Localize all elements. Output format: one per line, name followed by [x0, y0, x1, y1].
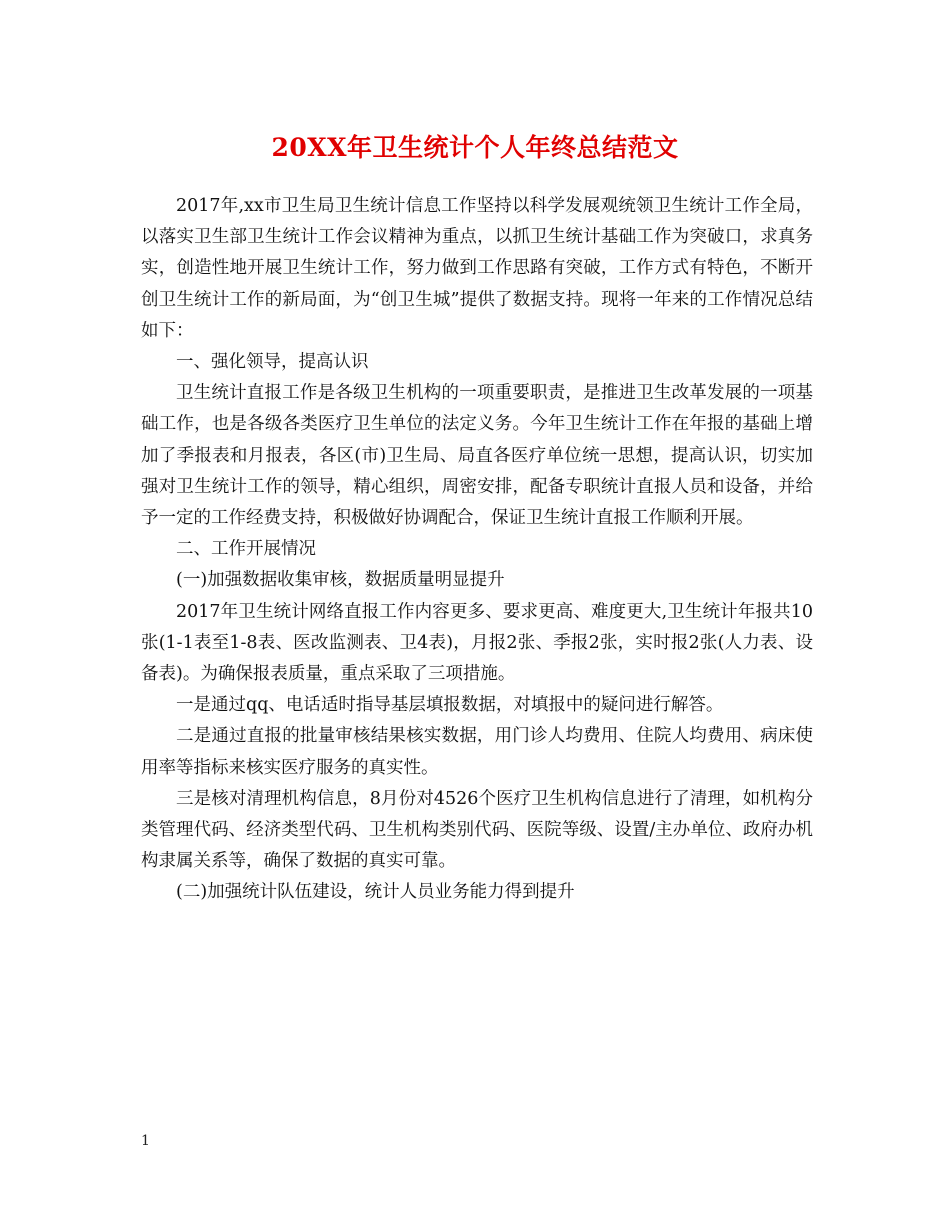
paragraph: 卫生统计直报工作是各级卫生机构的一项重要职责，是推进卫生改革发展的一项基础工作，也是各级各类医疗卫生单位的法定义务。今年卫生统计工作在年报的基础上增加了季报表和月报表，各区(市)卫生局、局直各医疗单位统一思想，提高认识，切实加强对卫生统计工作的领导，精心组织，周密安排，配备专职统计直报人员和设备，并给予一定的工作经费支持，积极做好协调配合，保证卫生统计直报工作顺利开展。 — [141, 383, 813, 529]
subsection-heading-1: (一)加强数据收集审核，数据质量明显提升 — [176, 570, 505, 591]
paragraph: 三是核对清理机构信息，8月份对4526个医疗卫生机构信息进行了清理，如机构分类管理代码、经济类型代码、卫生机构类别代码、医院等级、设置/主办单位、政府办机构隶属关系等，确保了数据的真实可靠。 — [141, 788, 813, 872]
document-title: 20XX年卫生统计个人年终总结范文 — [271, 133, 679, 162]
document-body — [141, 175, 813, 909]
section-heading-2: 二、工作开展情况 — [176, 539, 316, 560]
paragraph-intro: 2017年,xx市卫生局卫生统计信息工作坚持以科学发展观统领卫生统计工作全局，以落实卫生部卫生统计工作会议精神为重点，以抓卫生统计基础工作为突破口，求真务实，创造性地开展卫生统计工作，努力做到工作思路有突破，工作方式有特色，不断开创卫生统计工作的新局面，为“创卫生城”提供了数据支持。现将一年来的工作情况总结如下： — [141, 196, 813, 341]
paragraph: 一是通过qq、电话适时指导基层填报数据，对填报中的疑问进行解答。 — [176, 695, 724, 716]
paragraph: 2017年卫生统计网络直报工作内容更多、要求更高、难度更大,卫生统计年报共10张(1-1表至1-8表、医改监测表、卫4表)，月报2张、季报2张，实时报2张(人力表、设备表)。为确保报表质量，重点采取了三项措施。 — [141, 601, 813, 685]
section-heading-1: 一、强化领导，提高认识 — [176, 352, 369, 373]
paragraph: 二是通过直报的批量审核结果核实数据，用门诊人均费用、住院人均费用、病床使用率等指标来核实医疗服务的真实性。 — [141, 726, 813, 778]
page-number: 1 — [141, 1133, 150, 1149]
subsection-heading-2: (二)加强统计队伍建设，统计人员业务能力得到提升 — [176, 882, 575, 903]
